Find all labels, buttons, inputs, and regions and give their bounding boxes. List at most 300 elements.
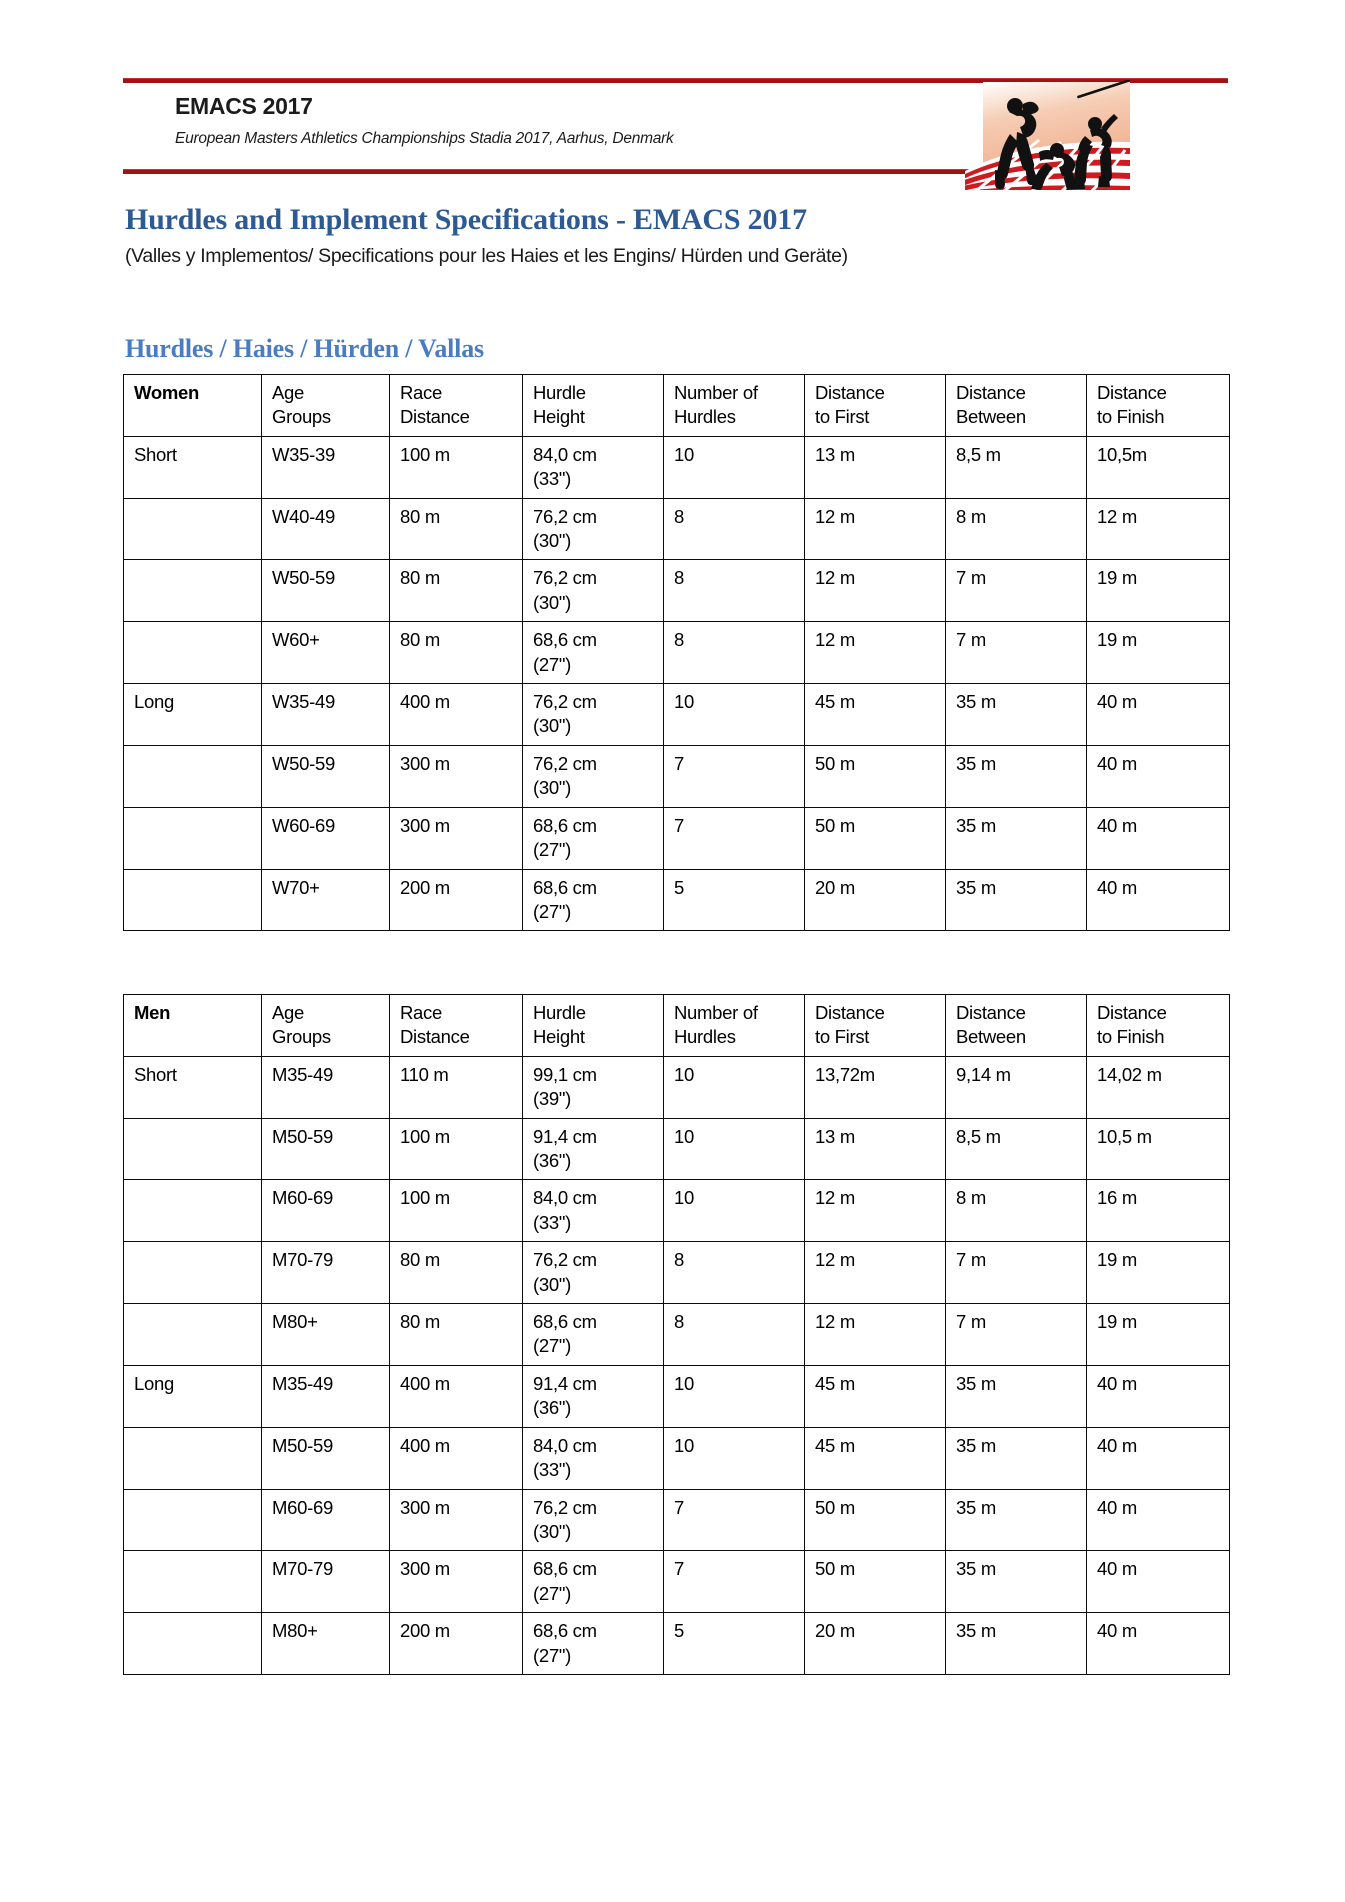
cell-number-of-hurdles [664, 1118, 805, 1180]
cell-hurdle-height-value: 76,2 cm [533, 1496, 597, 1518]
cell-hurdle-height-value: 76,2 cm [533, 505, 597, 527]
cell-distance-to-first [805, 1613, 946, 1675]
cell-age-group [262, 1118, 390, 1180]
cell-distance-to-finish-value: 16 m [1097, 1187, 1137, 1209]
cell-number-of-hurdles-value: 8 [674, 1249, 684, 1271]
cell-race-distance-value: 100 m [400, 1187, 450, 1209]
cell-number-of-hurdles [664, 560, 805, 622]
col-header-line1: Women [134, 382, 199, 403]
section-heading-hurdles: Hurdles / Haies / Hürden / Vallas [125, 334, 484, 363]
table-row [124, 1304, 1230, 1366]
men-hurdles-table [123, 994, 1230, 1675]
cell-race-distance [390, 498, 523, 560]
table-row [124, 436, 1230, 498]
cell-distance-between-value: 35 m [956, 691, 996, 713]
cell-distance-to-first-value: 12 m [815, 1249, 855, 1271]
cell-distance-between [946, 1056, 1087, 1118]
cell-age-group-value: W70+ [272, 876, 320, 898]
cell-hurdle-height-inches: (27") [533, 839, 571, 861]
cell-race-distance-value: 300 m [400, 1558, 450, 1580]
cell-distance-between-value: 7 m [956, 1249, 986, 1271]
cell-race-distance-value: 80 m [400, 1249, 440, 1271]
table-row [124, 1489, 1230, 1551]
col-header-line1: Race [400, 1002, 442, 1023]
cell-age-group-value: M70-79 [272, 1558, 333, 1580]
women-table-body [124, 436, 1230, 931]
cell-race-distance [390, 622, 523, 684]
cell-distance-between [946, 1427, 1087, 1489]
col-header-line1: Men [134, 1002, 171, 1023]
cell-distance-to-first-value: 50 m [815, 1558, 855, 1580]
cell-number-of-hurdles-value: 5 [674, 1620, 684, 1642]
cell-number-of-hurdles-value: 5 [674, 876, 684, 898]
page-title: Hurdles and Implement Specifications - EMACS 2017 [125, 203, 807, 236]
cell-hurdle-height [523, 745, 664, 807]
cell-distance-to-first [805, 1365, 946, 1427]
cell-distance-to-finish [1087, 1551, 1230, 1613]
cell-hurdle-height-inches: (33") [533, 468, 571, 490]
cell-distance-to-first [805, 684, 946, 746]
cell-hurdle-height-value: 68,6 cm [533, 1311, 597, 1333]
col-header-distance-to-finish [1087, 995, 1230, 1057]
cell-age-group-value: M50-59 [272, 1434, 333, 1456]
cell-age-group [262, 869, 390, 931]
cell-distance-to-finish [1087, 1118, 1230, 1180]
cell-race-distance [390, 1427, 523, 1489]
cell-race-distance [390, 745, 523, 807]
cell-number-of-hurdles-value: 7 [674, 752, 684, 774]
cell-distance-to-first-value: 45 m [815, 691, 855, 713]
cell-age-group-value: M35-49 [272, 1063, 333, 1085]
cell-hurdle-height [523, 1118, 664, 1180]
col-header-number-of-hurdles [664, 995, 805, 1057]
cell-distance-to-finish [1087, 807, 1230, 869]
cell-age-group [262, 1242, 390, 1304]
cell-age-group-value: M35-49 [272, 1372, 333, 1394]
cell-distance-to-finish [1087, 436, 1230, 498]
cell-group [124, 869, 262, 931]
cell-distance-to-first [805, 1180, 946, 1242]
cell-hurdle-height-value: 76,2 cm [533, 1249, 597, 1271]
cell-hurdle-height-value: 84,0 cm [533, 1434, 597, 1456]
table-row [124, 869, 1230, 931]
cell-hurdle-height [523, 1613, 664, 1675]
cell-distance-to-first-value: 20 m [815, 876, 855, 898]
cell-group [124, 745, 262, 807]
cell-hurdle-height-inches: (33") [533, 1211, 571, 1233]
cell-distance-to-first [805, 1427, 946, 1489]
col-header-line1: Distance [956, 382, 1026, 403]
cell-distance-between-value: 35 m [956, 876, 996, 898]
cell-hurdle-height-inches: (36") [533, 1397, 571, 1419]
cell-distance-to-first [805, 1242, 946, 1304]
col-header-line1: Distance [815, 382, 885, 403]
cell-hurdle-height [523, 560, 664, 622]
cell-number-of-hurdles-value: 7 [674, 814, 684, 836]
cell-number-of-hurdles-value: 10 [674, 1372, 694, 1394]
cell-race-distance-value: 400 m [400, 1372, 450, 1394]
cell-distance-to-first [805, 869, 946, 931]
cell-distance-between [946, 1180, 1087, 1242]
cell-number-of-hurdles-value: 10 [674, 1434, 694, 1456]
table-row [124, 1118, 1230, 1180]
cell-distance-to-finish [1087, 1365, 1230, 1427]
cell-distance-to-first [805, 622, 946, 684]
col-header-hurdle-height [523, 995, 664, 1057]
cell-distance-between-value: 7 m [956, 567, 986, 589]
cell-distance-to-finish [1087, 1613, 1230, 1675]
table-row [124, 1056, 1230, 1118]
col-header-line1: Hurdle [533, 382, 586, 403]
cell-hurdle-height-value: 68,6 cm [533, 629, 597, 651]
cell-age-group-value: W35-49 [272, 691, 335, 713]
cell-race-distance [390, 1304, 523, 1366]
col-header-hurdle-height [523, 375, 664, 437]
cell-age-group [262, 1489, 390, 1551]
cell-hurdle-height-inches: (30") [533, 1273, 571, 1295]
table-row [124, 560, 1230, 622]
men-table-head [124, 995, 1230, 1057]
cell-distance-to-first [805, 807, 946, 869]
cell-number-of-hurdles-value: 8 [674, 567, 684, 589]
cell-hurdle-height-inches: (27") [533, 1644, 571, 1666]
cell-distance-between-value: 35 m [956, 1620, 996, 1642]
cell-distance-to-first-value: 13 m [815, 1125, 855, 1147]
table-row [124, 1551, 1230, 1613]
col-header-line2: Hurdles [674, 1026, 736, 1048]
cell-distance-between [946, 745, 1087, 807]
cell-distance-to-first-value: 12 m [815, 1311, 855, 1333]
cell-distance-to-finish-value: 19 m [1097, 1311, 1137, 1333]
cell-age-group [262, 1180, 390, 1242]
cell-distance-to-first [805, 560, 946, 622]
cell-age-group-value: W50-59 [272, 752, 335, 774]
cell-distance-to-first-value: 12 m [815, 567, 855, 589]
cell-distance-to-finish-value: 40 m [1097, 1558, 1137, 1580]
col-header-line2: Between [956, 1026, 1026, 1048]
cell-race-distance [390, 1551, 523, 1613]
cell-group [124, 1056, 262, 1118]
cell-race-distance-value: 100 m [400, 443, 450, 465]
col-header-line1: Race [400, 382, 442, 403]
cell-distance-to-finish-value: 14,02 m [1097, 1063, 1162, 1085]
cell-number-of-hurdles [664, 1551, 805, 1613]
col-header-group [124, 995, 262, 1057]
cell-distance-between [946, 1118, 1087, 1180]
cell-number-of-hurdles [664, 1242, 805, 1304]
cell-distance-to-finish-value: 40 m [1097, 1434, 1137, 1456]
cell-distance-between [946, 1365, 1087, 1427]
cell-race-distance-value: 200 m [400, 876, 450, 898]
cell-distance-to-first [805, 1551, 946, 1613]
table-row [124, 1613, 1230, 1675]
table-row [124, 745, 1230, 807]
cell-distance-to-finish-value: 19 m [1097, 629, 1137, 651]
cell-distance-to-finish-value: 40 m [1097, 691, 1137, 713]
col-header-line2: Hurdles [674, 406, 736, 428]
cell-number-of-hurdles-value: 10 [674, 1125, 694, 1147]
cell-distance-to-finish-value: 10,5m [1097, 443, 1147, 465]
table-row [124, 1427, 1230, 1489]
cell-hurdle-height-inches: (30") [533, 1520, 571, 1542]
cell-group [124, 436, 262, 498]
col-header-line2: to First [815, 1026, 870, 1048]
cell-hurdle-height-inches: (39") [533, 1088, 571, 1110]
cell-number-of-hurdles-value: 10 [674, 443, 694, 465]
col-header-line2: Distance [400, 1026, 470, 1048]
cell-distance-between [946, 684, 1087, 746]
cell-distance-between [946, 1613, 1087, 1675]
cell-hurdle-height [523, 869, 664, 931]
cell-distance-to-first-value: 13 m [815, 443, 855, 465]
cell-distance-between [946, 807, 1087, 869]
cell-race-distance-value: 200 m [400, 1620, 450, 1642]
cell-race-distance [390, 1242, 523, 1304]
cell-age-group [262, 684, 390, 746]
cell-distance-between [946, 1551, 1087, 1613]
cell-hurdle-height [523, 1242, 664, 1304]
cell-distance-between [946, 560, 1087, 622]
cell-distance-to-first-value: 12 m [815, 629, 855, 651]
cell-race-distance-value: 100 m [400, 1125, 450, 1147]
cell-number-of-hurdles [664, 807, 805, 869]
cell-distance-to-first-value: 12 m [815, 505, 855, 527]
cell-age-group-value: M70-79 [272, 1249, 333, 1271]
cell-race-distance [390, 807, 523, 869]
col-header-line2: to Finish [1097, 1026, 1165, 1048]
cell-number-of-hurdles-value: 8 [674, 629, 684, 651]
cell-age-group-value: W60-69 [272, 814, 335, 836]
cell-number-of-hurdles [664, 1056, 805, 1118]
cell-distance-to-finish [1087, 1056, 1230, 1118]
cell-hurdle-height-inches: (36") [533, 1150, 571, 1172]
cell-distance-to-finish-value: 40 m [1097, 752, 1137, 774]
cell-age-group [262, 1551, 390, 1613]
col-header-race-distance [390, 375, 523, 437]
cell-distance-to-first-value: 12 m [815, 1187, 855, 1209]
cell-number-of-hurdles-value: 8 [674, 505, 684, 527]
cell-race-distance-value: 300 m [400, 814, 450, 836]
cell-hurdle-height [523, 1365, 664, 1427]
cell-number-of-hurdles [664, 869, 805, 931]
table-row [124, 622, 1230, 684]
cell-distance-to-first-value: 45 m [815, 1434, 855, 1456]
cell-race-distance [390, 436, 523, 498]
cell-race-distance-value: 80 m [400, 505, 440, 527]
cell-age-group-value: W40-49 [272, 505, 335, 527]
col-header-age [262, 995, 390, 1057]
col-header-line1: Age [272, 1002, 305, 1023]
cell-age-group-value: M80+ [272, 1311, 318, 1333]
col-header-line1: Distance [956, 1002, 1026, 1023]
cell-number-of-hurdles-value: 10 [674, 1063, 694, 1085]
col-header-number-of-hurdles [664, 375, 805, 437]
cell-distance-between-value: 7 m [956, 629, 986, 651]
cell-hurdle-height-value: 68,6 cm [533, 1558, 597, 1580]
cell-age-group-value: M60-69 [272, 1187, 333, 1209]
cell-distance-to-finish [1087, 1304, 1230, 1366]
cell-age-group-value: M80+ [272, 1620, 318, 1642]
cell-distance-to-first [805, 498, 946, 560]
col-header-distance-to-finish [1087, 375, 1230, 437]
cell-group-value: Short [134, 1063, 177, 1085]
cell-hurdle-height-inches: (30") [533, 715, 571, 737]
cell-distance-between-value: 35 m [956, 814, 996, 836]
col-header-line1: Hurdle [533, 1002, 586, 1023]
cell-distance-between-value: 7 m [956, 1311, 986, 1333]
cell-group [124, 684, 262, 746]
cell-race-distance-value: 80 m [400, 629, 440, 651]
cell-distance-to-finish-value: 10,5 m [1097, 1125, 1152, 1147]
cell-distance-between-value: 35 m [956, 1372, 996, 1394]
cell-group [124, 622, 262, 684]
cell-hurdle-height [523, 1180, 664, 1242]
cell-group [124, 807, 262, 869]
cell-race-distance [390, 560, 523, 622]
cell-hurdle-height [523, 1427, 664, 1489]
cell-race-distance-value: 300 m [400, 1496, 450, 1518]
cell-distance-between-value: 8,5 m [956, 1125, 1001, 1147]
cell-age-group-value: W50-59 [272, 567, 335, 589]
col-header-line1: Number of [674, 382, 758, 403]
cell-distance-to-finish-value: 19 m [1097, 567, 1137, 589]
women-hurdles-table [123, 374, 1230, 931]
cell-number-of-hurdles [664, 622, 805, 684]
cell-race-distance [390, 1365, 523, 1427]
cell-number-of-hurdles [664, 436, 805, 498]
cell-distance-to-finish-value: 12 m [1097, 505, 1137, 527]
letterhead-subtitle: European Masters Athletics Championships Stadia 2017, Aarhus, Denmark [175, 130, 674, 147]
cell-hurdle-height-value: 76,2 cm [533, 691, 597, 713]
cell-number-of-hurdles [664, 1613, 805, 1675]
cell-distance-between-value: 9,14 m [956, 1063, 1011, 1085]
cell-distance-to-finish [1087, 560, 1230, 622]
cell-distance-between-value: 8 m [956, 505, 986, 527]
col-header-line2: Between [956, 406, 1026, 428]
cell-distance-to-first-value: 50 m [815, 752, 855, 774]
col-header-line2: Height [533, 1026, 585, 1048]
col-header-line1: Number of [674, 1002, 758, 1023]
cell-hurdle-height-value: 68,6 cm [533, 814, 597, 836]
cell-hurdle-height-value: 91,4 cm [533, 1125, 597, 1147]
cell-distance-to-first-value: 13,72m [815, 1063, 875, 1085]
cell-race-distance-value: 80 m [400, 1311, 440, 1333]
cell-group [124, 1427, 262, 1489]
cell-number-of-hurdles [664, 1365, 805, 1427]
cell-distance-to-finish [1087, 498, 1230, 560]
cell-race-distance [390, 1613, 523, 1675]
col-header-distance-between [946, 375, 1087, 437]
cell-distance-to-finish [1087, 622, 1230, 684]
cell-race-distance-value: 300 m [400, 752, 450, 774]
letterhead-title: EMACS 2017 [175, 93, 313, 119]
cell-hurdle-height-value: 68,6 cm [533, 1620, 597, 1642]
cell-race-distance-value: 400 m [400, 1434, 450, 1456]
cell-distance-between [946, 498, 1087, 560]
cell-number-of-hurdles-value: 8 [674, 1311, 684, 1333]
cell-race-distance-value: 80 m [400, 567, 440, 589]
cell-age-group [262, 498, 390, 560]
col-header-line2: Height [533, 406, 585, 428]
cell-hurdle-height [523, 684, 664, 746]
cell-race-distance-value: 110 m [400, 1063, 449, 1085]
cell-group [124, 1304, 262, 1366]
cell-distance-between [946, 1242, 1087, 1304]
cell-hurdle-height [523, 1056, 664, 1118]
men-table-body [124, 1056, 1230, 1674]
cell-distance-to-first [805, 1056, 946, 1118]
cell-group [124, 1613, 262, 1675]
cell-number-of-hurdles-value: 7 [674, 1558, 684, 1580]
cell-distance-to-first-value: 20 m [815, 1620, 855, 1642]
cell-distance-between-value: 8 m [956, 1187, 986, 1209]
cell-hurdle-height [523, 498, 664, 560]
cell-race-distance [390, 1489, 523, 1551]
table-row [124, 684, 1230, 746]
cell-hurdle-height-inches: (33") [533, 1459, 571, 1481]
cell-age-group [262, 436, 390, 498]
col-header-line2: to Finish [1097, 406, 1165, 428]
cell-distance-to-finish [1087, 869, 1230, 931]
cell-distance-between [946, 436, 1087, 498]
cell-age-group [262, 560, 390, 622]
cell-race-distance-value: 400 m [400, 691, 450, 713]
cell-hurdle-height-value: 91,4 cm [533, 1372, 597, 1394]
cell-group [124, 1118, 262, 1180]
cell-age-group-value: W60+ [272, 629, 320, 651]
cell-number-of-hurdles [664, 1427, 805, 1489]
cell-hurdle-height-value: 76,2 cm [533, 567, 597, 589]
cell-age-group [262, 1427, 390, 1489]
cell-age-group [262, 1056, 390, 1118]
col-header-race-distance [390, 995, 523, 1057]
table-header-row [124, 995, 1230, 1057]
cell-distance-between-value: 35 m [956, 1558, 996, 1580]
cell-distance-between [946, 869, 1087, 931]
cell-distance-between-value: 35 m [956, 1496, 996, 1518]
cell-age-group [262, 745, 390, 807]
cell-number-of-hurdles-value: 10 [674, 1187, 694, 1209]
cell-hurdle-height-value: 84,0 cm [533, 443, 597, 465]
cell-hurdle-height-inches: (27") [533, 1335, 571, 1357]
cell-age-group [262, 1365, 390, 1427]
col-header-distance-to-first [805, 375, 946, 437]
cell-hurdle-height-inches: (30") [533, 591, 571, 613]
cell-distance-to-first [805, 436, 946, 498]
cell-age-group [262, 1304, 390, 1366]
cell-age-group-value: W35-39 [272, 443, 335, 465]
cell-hurdle-height [523, 436, 664, 498]
cell-number-of-hurdles-value: 10 [674, 691, 694, 713]
cell-group [124, 1180, 262, 1242]
cell-distance-between-value: 35 m [956, 1434, 996, 1456]
cell-distance-to-finish-value: 40 m [1097, 814, 1137, 836]
cell-race-distance [390, 869, 523, 931]
col-header-distance-between [946, 995, 1087, 1057]
cell-number-of-hurdles-value: 7 [674, 1496, 684, 1518]
cell-hurdle-height [523, 622, 664, 684]
cell-age-group [262, 1613, 390, 1675]
athletics-logo-icon [965, 80, 1130, 190]
col-header-distance-to-first [805, 995, 946, 1057]
cell-distance-between [946, 1489, 1087, 1551]
cell-hurdle-height-value: 84,0 cm [533, 1187, 597, 1209]
cell-hurdle-height [523, 1304, 664, 1366]
cell-distance-to-finish [1087, 1180, 1230, 1242]
page-subtitle: (Valles y Implementos/ Specifications pour les Haies et les Engins/ Hürden und Geräte) [125, 245, 848, 267]
cell-group-value: Long [134, 1372, 174, 1394]
cell-group-value: Long [134, 691, 174, 713]
